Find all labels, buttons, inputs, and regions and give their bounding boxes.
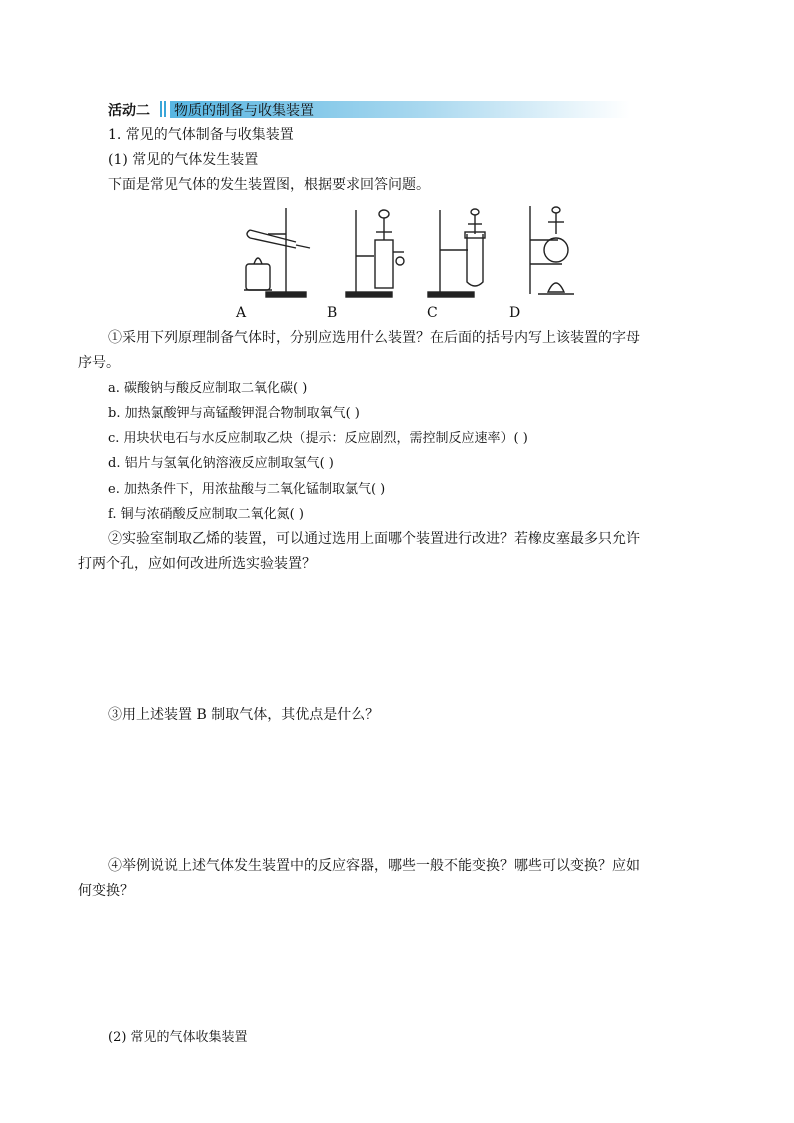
apparatus-figure bbox=[238, 204, 578, 304]
question-2-line-1: ②实验室制取乙烯的装置，可以通过选用上面哪个装置进行改进？若橡皮塞最多只允许 bbox=[108, 531, 640, 547]
figure-label-c: C bbox=[427, 305, 438, 321]
question-1-item-f: f. 铜与浓硝酸反应制取二氧化氮( ) bbox=[108, 507, 304, 522]
figure-label-d: D bbox=[509, 305, 521, 321]
question-3: ③用上述装置 B 制取气体，其优点是什么？ bbox=[108, 707, 380, 723]
figure-label-a: A bbox=[236, 305, 247, 321]
intro-text: 下面是常见气体的发生装置图，根据要求回答问题。 bbox=[108, 177, 430, 193]
apparatus-d-image bbox=[530, 206, 574, 294]
apparatus-a-image bbox=[244, 208, 310, 297]
apparatus-b-image bbox=[346, 210, 404, 297]
question-1-item-d: d. 铝片与氢氧化钠溶液反应制取氢气( ) bbox=[108, 456, 334, 471]
subheading-1: (1) 常见的气体发生装置 bbox=[108, 152, 259, 168]
subheading-2: (2) 常见的气体收集装置 bbox=[108, 1030, 248, 1045]
question-4-line-1: ④举例说说上述气体发生装置中的反应容器，哪些一般不能变换？哪些可以变换？应如 bbox=[108, 858, 640, 874]
question-2-line-2: 打两个孔，应如何改进所选实验装置？ bbox=[78, 556, 316, 572]
question-1-item-e: e. 加热条件下，用浓盐酸与二氧化锰制取氯气( ) bbox=[108, 482, 386, 497]
question-1-item-a: a. 碳酸钠与酸反应制取二氧化碳( ) bbox=[108, 381, 308, 396]
figure-label-b: B bbox=[327, 305, 338, 321]
section-title: 物质的制备与收集装置 bbox=[174, 103, 314, 119]
heading-1: 1. 常见的气体制备与收集装置 bbox=[108, 127, 294, 143]
question-1-line-2: 序号。 bbox=[78, 355, 120, 371]
question-1-item-b: b. 加热氯酸钾与高锰酸钾混合物制取氧气( ) bbox=[108, 406, 360, 421]
section-tag: 活动二 bbox=[108, 103, 150, 119]
apparatus-c-image bbox=[428, 209, 485, 297]
question-1-line-1: ①采用下列原理制备气体时，分别应选用什么装置？在后面的括号内写上该装置的字母 bbox=[108, 330, 640, 346]
question-1-item-c: c. 用块状电石与水反应制取乙炔（提示：反应剧烈，需控制反应速率）( ) bbox=[108, 431, 528, 446]
section-divider-bars bbox=[160, 101, 168, 117]
question-4-line-2: 何变换？ bbox=[78, 883, 134, 899]
